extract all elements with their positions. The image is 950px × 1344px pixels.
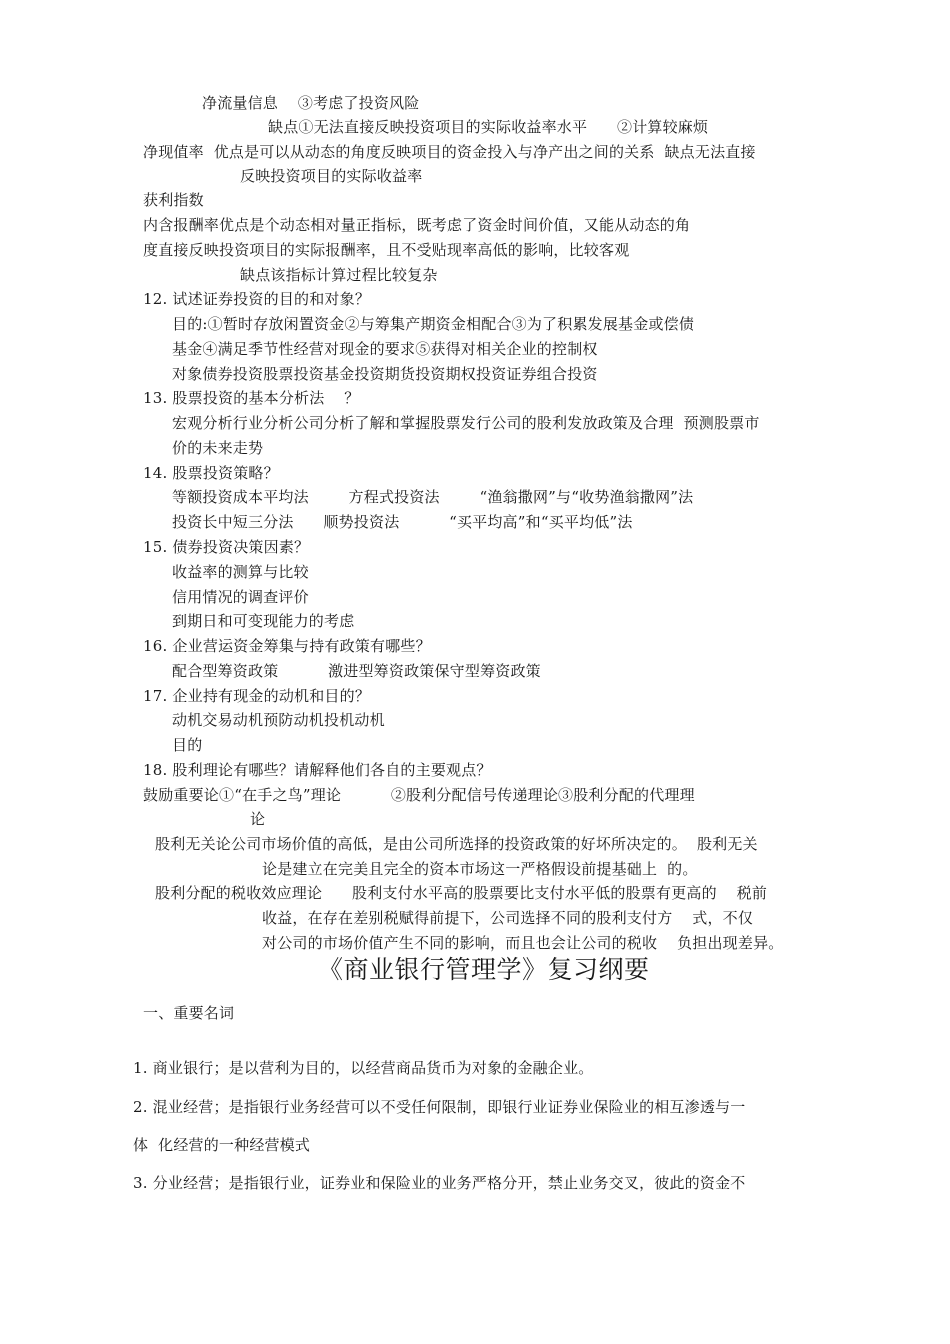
question-heading: 13. 股票投资的基本分析法 ？	[143, 389, 360, 407]
text-line: 宏观分析行业分析公司分析了解和掌握股票发行公司的股利发放政策及合理 预测股票市	[172, 414, 760, 432]
text-line: 股利分配的税收效应理论 股利支付水平高的股票要比支付水平低的股票有更高的 税前	[155, 884, 768, 902]
question-heading: 12. 试述证券投资的目的和对象？	[143, 290, 371, 308]
term-line: 体 化经营的一种经营模式	[133, 1136, 311, 1154]
question-heading: 15. 债券投资决策因素？	[143, 538, 310, 556]
text-line: 缺点①无法直接反映投资项目的实际收益率水平 ②计算较麻烦	[268, 118, 709, 136]
question-heading: 18. 股利理论有哪些？请解释他们各自的主要观点？	[143, 761, 492, 779]
question-heading: 17. 企业持有现金的动机和目的？	[143, 687, 371, 705]
text-line: 到期日和可变现能力的考虑	[172, 612, 355, 630]
text-line: 股利无关论公司市场价值的高低，是由公司所选择的投资政策的好坏所决定的。 股利无关	[155, 835, 758, 853]
text-line: 缺点该指标计算过程比较复杂	[240, 266, 438, 284]
text-line: 反映投资项目的实际收益率	[240, 167, 423, 185]
text-line: 信用情况的调查评价	[172, 588, 309, 606]
text-line: 对象债券投资股票投资基金投资期货投资期权投资证券组合投资	[172, 365, 598, 383]
text-line: 等额投资成本平均法 方程式投资法 “渔翁撒网”与“收势渔翁撒网”法	[172, 488, 694, 506]
term-line: 2. 混业经营；是指银行业务经营可以不受任何限制，即银行业证券业保险业的相互渗透与一	[133, 1098, 746, 1116]
section-heading: 一、重要名词	[143, 1004, 235, 1022]
text-line: 获利指数	[143, 191, 204, 209]
document-title: 《商业银行管理学》复习纲要	[318, 955, 650, 984]
text-line: 净现值率 优点是可以从动态的角度反映项目的资金投入与净产出之间的关系 缺点无法直接	[143, 143, 756, 161]
text-line: 投资长中短三分法 顺势投资法 “买平均高”和“买平均低”法	[172, 513, 633, 531]
text-line: 论是建立在完美且完全的资本市场这一严格假设前提基础上 的。	[262, 860, 698, 878]
text-line: 目的:①暂时存放闲置资金②与筹集产期资金相配合③为了积累发展基金或偿债	[172, 315, 695, 333]
text-line: 动机交易动机预防动机投机动机	[172, 711, 385, 729]
term-line: 1. 商业银行；是以营利为目的，以经营商品货币为对象的金融企业。	[133, 1059, 594, 1077]
text-line: 价的未来走势	[172, 439, 264, 457]
text-line: 目的	[172, 736, 203, 754]
text-line: 内含报酬率优点是个动态相对量正指标，既考虑了资金时间价值，又能从动态的角	[143, 216, 691, 234]
question-heading: 14. 股票投资策略？	[143, 464, 279, 482]
question-heading: 16. 企业营运资金筹集与持有政策有哪些？	[143, 637, 431, 655]
text-line: 鼓励重要论①“在手之鸟”理论 ②股利分配信号传递理论③股利分配的代理理	[143, 786, 695, 804]
term-line: 3. 分业经营；是指银行业，证券业和保险业的业务严格分开，禁止业务交叉，彼此的资金不	[133, 1174, 746, 1192]
text-line: 配合型筹资政策 激进型筹资政策保守型筹资政策	[172, 662, 541, 680]
text-line: 度直接反映投资项目的实际报酬率，且不受贴现率高低的影响，比较客观	[143, 241, 630, 259]
text-line: 论	[250, 810, 266, 828]
text-line: 基金④满足季节性经营对现金的要求⑤获得对相关企业的控制权	[172, 340, 598, 358]
text-line: 对公司的市场价值产生不同的影响，而且也会让公司的税收 负担出现差异。	[262, 934, 784, 952]
text-line: 收益，在存在差别税赋得前提下，公司选择不同的股利支付方 式，不仅	[262, 909, 754, 927]
text-line: 收益率的测算与比较	[172, 563, 309, 581]
text-line: 净流量信息 ③考虑了投资风险	[202, 94, 420, 112]
